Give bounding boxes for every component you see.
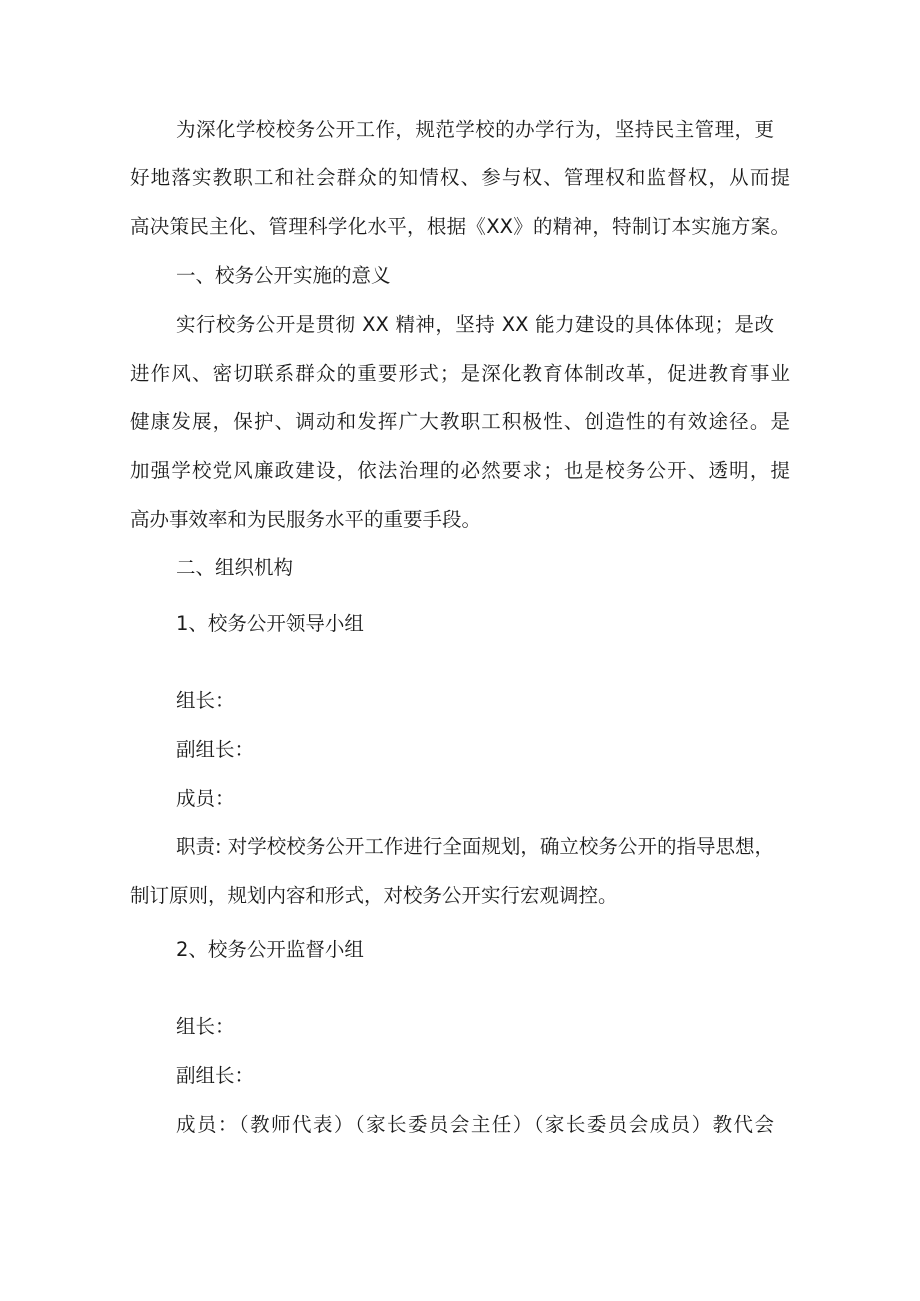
section1-line-5: 高办事效率和为民服务水平的重要手段。 bbox=[130, 508, 482, 531]
section2-heading: 二、组织机构 bbox=[176, 556, 294, 579]
group1-members: 成员： bbox=[176, 787, 235, 810]
group1-leader: 组长： bbox=[176, 689, 235, 712]
section1-line-3: 健康发展，保护、调动和发挥广大教职工积极性、创造性的有效途径。是 bbox=[130, 410, 790, 433]
group2-title: 2、校务公开监督小组 bbox=[176, 938, 364, 961]
section1-line-2: 进作风、密切联系群众的重要形式；是深化教育体制改革，促进教育事业 bbox=[130, 362, 790, 385]
group2-leader: 组长： bbox=[176, 1015, 235, 1038]
group1-duty-line-1: 职责: 对学校校务公开工作进行全面规划，确立校务公开的指导思想， bbox=[176, 835, 774, 858]
group2-deputy: 副组长： bbox=[176, 1064, 255, 1087]
group1-duty-line-2: 制订原则，规划内容和形式，对校务公开实行宏观调控。 bbox=[130, 884, 618, 907]
group2-members: 成员：（教师代表）（家长委员会主任）（家长委员会成员）教代会 bbox=[176, 1113, 774, 1136]
group1-title: 1、校务公开领导小组 bbox=[176, 612, 364, 635]
intro-line-2: 好地落实教职工和社会群众的知情权、参与权、管理权和监督权，从而提 bbox=[130, 166, 790, 189]
group1-deputy: 副组长： bbox=[176, 738, 255, 761]
intro-line-3: 高决策民主化、管理科学化水平，根据《XX》的精神，特制订本实施方案。 bbox=[130, 215, 790, 238]
section1-line-1: 实行校务公开是贯彻 XX 精神，坚持 XX 能力建设的具体体现；是改 bbox=[176, 313, 774, 336]
intro-line-1: 为深化学校校务公开工作，规范学校的办学行为，坚持民主管理，更 bbox=[176, 118, 774, 141]
section1-heading: 一、校务公开实施的意义 bbox=[176, 264, 391, 287]
section1-line-4: 加强学校党风廉政建设，依法治理的必然要求；也是校务公开、透明，提 bbox=[130, 459, 790, 482]
